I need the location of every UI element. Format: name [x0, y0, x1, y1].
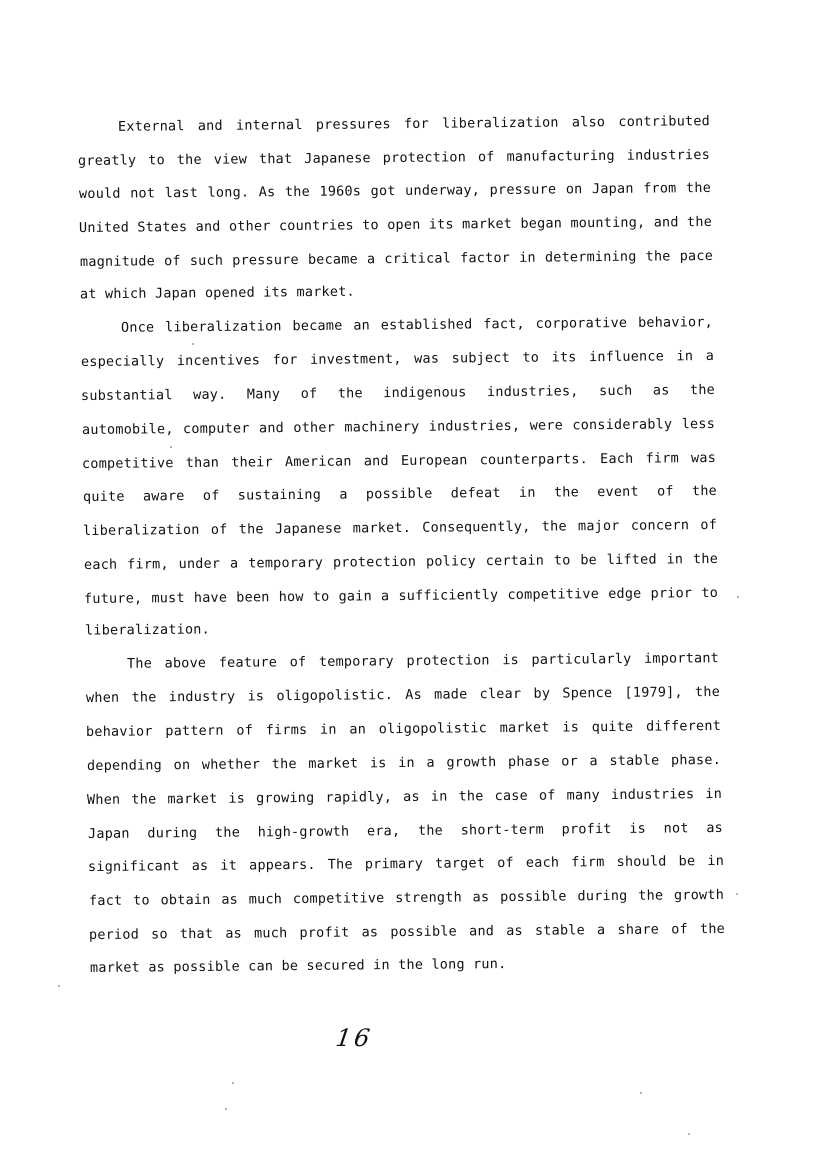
scan-speck — [640, 1092, 642, 1094]
text-line: at which Japan opened its market. — [79, 283, 355, 303]
text-line: future, must have been how to gain a sufficiently competitive edge prior to — [83, 584, 719, 608]
text-line: automobile, computer and other machinery industries, were considerably less — [81, 415, 716, 439]
text-line: significant as it appears. The primary target of each firm should be in — [87, 852, 725, 876]
scan-speck — [192, 343, 194, 345]
text-line: magnitude of such pressure became a critical factor in determining the pace — [79, 247, 714, 271]
text-line: especially incentives for investment, was subject to its influence in a — [80, 347, 715, 371]
text-line: Japan during the high-growth era, the short-term profit is not as — [87, 819, 724, 843]
text-line: behavior pattern of firms in an oligopolistic market is quite different — [85, 717, 722, 741]
text-line: Once liberalization became an established fact, corporative behavior, — [120, 314, 714, 336]
scan-speck — [170, 446, 172, 448]
scan-speck — [736, 893, 738, 895]
scan-speck — [688, 1133, 690, 1135]
text-line: quite aware of sustaining a possible defeat in the event of the — [82, 482, 718, 506]
text-line: when the industry is oligopolistic. As made clear by Spence [1979], the — [85, 683, 721, 707]
text-line: period so that as much profit as possible and as stable a share of the — [88, 920, 726, 944]
scan-speck — [225, 1108, 227, 1110]
text-line: liberalization of the Japanese market. Consequently, the major concern of — [82, 516, 718, 540]
text-line: United States and other countries to open its market began mounting, and the — [78, 213, 713, 237]
scan-speck — [58, 985, 60, 987]
scan-speck — [737, 596, 739, 598]
page-number: 16 — [334, 1024, 375, 1052]
text-line: greatly to the view that Japanese protection of manufacturing industries — [77, 146, 711, 170]
text-line: competitive than their American and European counterparts. Each firm was — [81, 449, 717, 473]
text-line: External and internal pressures for liberalization also contributed — [117, 113, 711, 135]
text-line: market as possible can be secured in the long run. — [89, 956, 507, 977]
scan-speck — [232, 1082, 234, 1084]
text-line: each firm, under a temporary protection policy certain to be lifted in the — [83, 550, 719, 574]
text-line: depending on whether the market is in a growth phase or a stable phase. — [86, 751, 722, 775]
text-line: would not last long. As the 1960s got underway, pressure on Japan from the — [78, 179, 712, 203]
text-line: fact to obtain as much competitive strength as possible during the growth — [88, 886, 725, 910]
text-line: The above feature of temporary protection is particularly important — [126, 650, 720, 672]
text-line: liberalization. — [84, 621, 210, 639]
text-line: When the market is growing rapidly, as in the case of many industries in — [86, 785, 723, 809]
text-line: substantial way. Many of the indigenous industries, such as the — [80, 381, 716, 405]
